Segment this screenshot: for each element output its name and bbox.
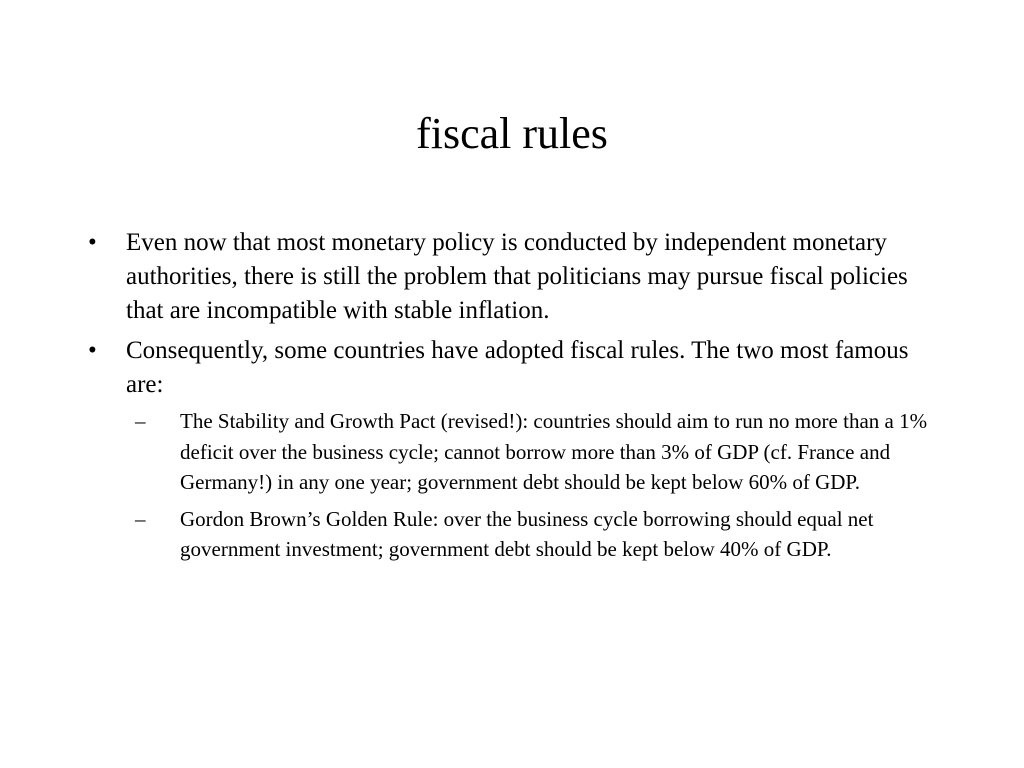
- sub-bullet-text: Gordon Brown’s Golden Rule: over the business cycle borrowing should equal net government investment; government debt should be kept below 40% of GDP.: [180, 506, 874, 561]
- bullet-marker: •: [88, 337, 97, 364]
- sub-bullet-item: [135, 504, 948, 565]
- dash-marker: –: [135, 506, 146, 531]
- sub-bullet-item: [135, 406, 948, 498]
- slide-title: fiscal rules: [416, 109, 608, 158]
- sub-bullet-text: The Stability and Growth Pact (revised!): countries should aim to run no more than a 1% deficit over the business cycle; cannot borrow more than 3% of GDP (cf. France and Germany!) in any one year; government debt should be kept below 60% of GDP.: [180, 409, 928, 494]
- bullet-list: [88, 226, 948, 565]
- bullet-marker: •: [88, 229, 97, 256]
- bullet-item: [88, 226, 948, 328]
- bullet-text: Even now that most monetary policy is conducted by independent monetary authorities, there is still the problem that politicians may pursue fiscal policies that are incompatible with stable inflation.: [126, 229, 908, 324]
- bullet-item: [88, 334, 948, 565]
- bullet-text: Consequently, some countries have adopted fiscal rules. The two most famous are:: [126, 337, 909, 398]
- sub-bullet-list: [126, 406, 948, 565]
- dash-marker: –: [135, 409, 146, 433]
- slide-body: [88, 226, 948, 571]
